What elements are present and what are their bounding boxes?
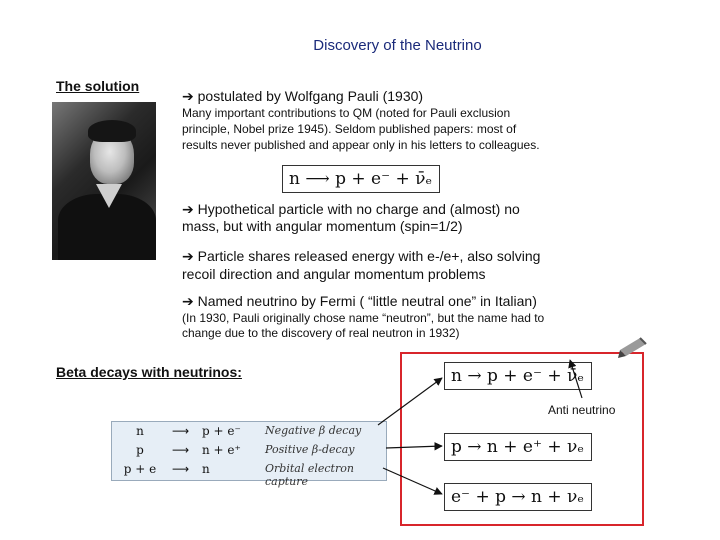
row-right: n xyxy=(202,462,210,476)
row-arrow: ⟶ xyxy=(172,443,190,457)
beta-heading: Beta decays with neutrinos: xyxy=(56,364,242,380)
point2-line-b: recoil direction and angular momentum problems xyxy=(182,266,486,282)
point2-line-a: Particle shares released energy with e-/e+, also solving xyxy=(197,248,541,264)
arrow-to-beta-plus xyxy=(386,446,442,448)
equation-neutron-decay: n ⟶ p + e⁻ + ν̄ₑ xyxy=(282,165,440,193)
pauli-desc-1: Many important contributions to QM (noted for Pauli exclusion xyxy=(182,106,511,120)
row-left: n xyxy=(136,424,144,438)
arrow-to-antineutrino xyxy=(570,360,582,398)
point1-line-a: Hypothetical particle with no charge and (almost) no xyxy=(197,201,520,217)
arrow-icon: ➔ xyxy=(182,89,194,105)
pauli-desc-2: principle, Nobel prize 1945). Seldom published papers: most of xyxy=(182,122,517,136)
row-left: p + e xyxy=(123,462,157,476)
row-label: Positive β-decay xyxy=(265,443,355,456)
row-arrow: ⟶ xyxy=(172,424,190,438)
pauli-line: postulated by Wolfgang Pauli (1930) xyxy=(197,88,424,104)
row-arrow: ⟶ xyxy=(172,462,190,476)
equation-electron-capture: e⁻ + p → n + νₑ xyxy=(444,483,592,511)
anti-neutrino-label: Anti neutrino xyxy=(548,403,616,417)
arrow-icon: ➔ xyxy=(182,249,194,265)
row-label: Orbital electron capture xyxy=(265,462,354,488)
equation-beta-plus: p → n + e⁺ + νₑ xyxy=(444,433,592,461)
arrow-to-capture xyxy=(383,468,442,494)
arrow-to-beta-minus xyxy=(378,378,442,425)
point1-line-b: mass, but with angular momentum (spin=1/2) xyxy=(182,218,463,234)
solution-heading: The solution xyxy=(56,78,140,94)
row-right: p + e⁻ xyxy=(202,424,241,438)
point3-line-a: Named neutrino by Fermi ( “little neutral one” in Italian) xyxy=(197,293,537,309)
row-label: Negative β decay xyxy=(265,424,362,437)
point3-line-b: (In 1930, Pauli originally chose name “neutron”, but the name had to xyxy=(182,311,545,325)
arrow-icon: ➔ xyxy=(182,294,194,310)
arrow-icon: ➔ xyxy=(182,202,194,218)
row-right: n + e⁺ xyxy=(202,443,241,457)
point3-line-c: change due to the discovery of real neutron in 1932) xyxy=(182,326,460,340)
pauli-desc-3: results never published and appear only in his letters to colleagues. xyxy=(182,138,540,152)
row-left: p xyxy=(136,443,144,457)
page-title: Discovery of the Neutrino xyxy=(313,37,482,54)
equation-beta-minus: n → p + e⁻ + ν̄ₑ xyxy=(444,362,592,390)
